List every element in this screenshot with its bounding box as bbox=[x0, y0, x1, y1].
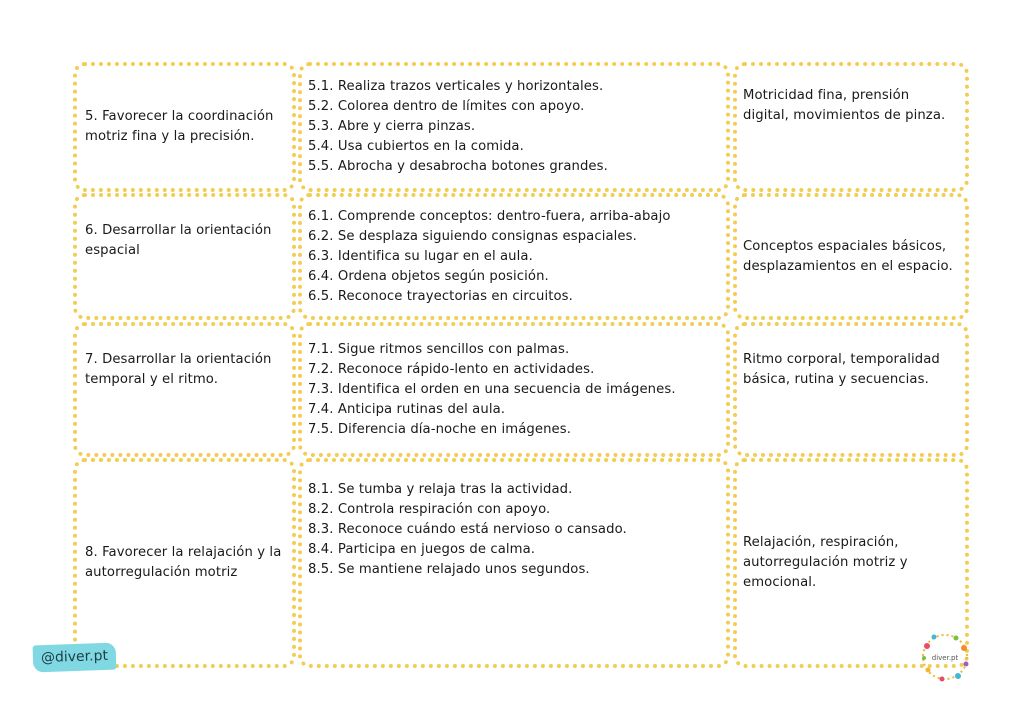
criterion-item: 8.1. Se tumba y relaja tras la actividad. bbox=[308, 482, 573, 497]
objective-text: 8. Favorecer la relajación y la autorregulación motriz bbox=[85, 545, 282, 580]
criterion-item: 8.3. Reconoce cuándo está nervioso o cansado. bbox=[308, 522, 627, 537]
criterion-item: 6.1. Comprende conceptos: dentro-fuera, arriba-abajo bbox=[308, 208, 671, 224]
criterion-item: 5.4. Usa cubiertos en la comida. bbox=[308, 139, 524, 154]
criterion-item: 7.4. Anticipa rutinas del aula. bbox=[308, 401, 506, 417]
criteria-cell-8 bbox=[298, 458, 730, 668]
criteria-list bbox=[308, 340, 676, 440]
criterion-item: 5.1. Realiza trazos verticales y horizontales. bbox=[308, 79, 604, 94]
criterion-item: 6.3. Identifica su lugar en el aula. bbox=[308, 248, 533, 264]
criteria-list bbox=[308, 207, 671, 307]
contents-text: Motricidad fina, prensión digital, movimientos de pinza. bbox=[743, 88, 946, 123]
criterion-item: 5.2. Colorea dentro de límites con apoyo. bbox=[308, 99, 585, 114]
criterion-item: 8.2. Controla respiración con apoyo. bbox=[308, 502, 551, 517]
criterion-item: 6.4. Ordena objetos según posición. bbox=[308, 268, 549, 284]
watermark-badge: @diver.pt bbox=[33, 643, 117, 673]
contents-cell-5 bbox=[733, 62, 969, 192]
objective-cell-8 bbox=[73, 458, 296, 668]
criteria-cell-6 bbox=[298, 193, 730, 320]
contents-cell-6 bbox=[733, 193, 969, 320]
criterion-item: 7.1. Sigue ritmos sencillos con palmas. bbox=[308, 341, 570, 357]
criterion-item: 6.2. Se desplaza siguiendo consignas espaciales. bbox=[308, 228, 637, 244]
contents-cell-7 bbox=[733, 322, 969, 457]
objective-text: 6. Desarrollar la orientación espacial bbox=[85, 223, 272, 258]
criterion-item: 8.4. Participa en juegos de calma. bbox=[308, 542, 536, 557]
criterion-item: 7.2. Reconoce rápido-lento en actividades. bbox=[308, 361, 595, 377]
criterion-item: 7.5. Diferencia día-noche en imágenes. bbox=[308, 421, 572, 437]
objective-cell-5 bbox=[73, 62, 296, 192]
criteria-cell-5 bbox=[298, 62, 730, 192]
logo-text: diver.pt bbox=[931, 654, 959, 662]
criterion-item: 7.3. Identifica el orden en una secuencia de imágenes. bbox=[308, 381, 676, 397]
criterion-item: 5.5. Abrocha y desabrocha botones grandes. bbox=[308, 159, 608, 174]
criteria-list bbox=[308, 480, 627, 580]
criterion-item: 8.5. Se mantiene relajado unos segundos. bbox=[308, 562, 590, 577]
objective-text: 5. Favorecer la coordinación motriz fina y la precisión. bbox=[85, 109, 274, 144]
objective-text: 7. Desarrollar la orientación temporal y el ritmo. bbox=[85, 352, 272, 387]
contents-text: Relajación, respiración, autorregulación motriz y emocional. bbox=[743, 535, 908, 590]
criterion-item: 5.3. Abre y cierra pinzas. bbox=[308, 119, 476, 134]
contents-text: Conceptos espaciales básicos, desplazamientos en el espacio. bbox=[743, 238, 953, 274]
objective-cell-6 bbox=[73, 193, 296, 320]
contents-text: Ritmo corporal, temporalidad básica, rutina y secuencias. bbox=[743, 352, 940, 387]
objective-cell-7 bbox=[73, 322, 296, 457]
criterion-item: 6.5. Reconoce trayectorias en circuitos. bbox=[308, 288, 573, 304]
diver-logo-icon bbox=[920, 632, 970, 682]
criteria-cell-7 bbox=[298, 322, 730, 457]
criteria-list bbox=[308, 77, 608, 177]
